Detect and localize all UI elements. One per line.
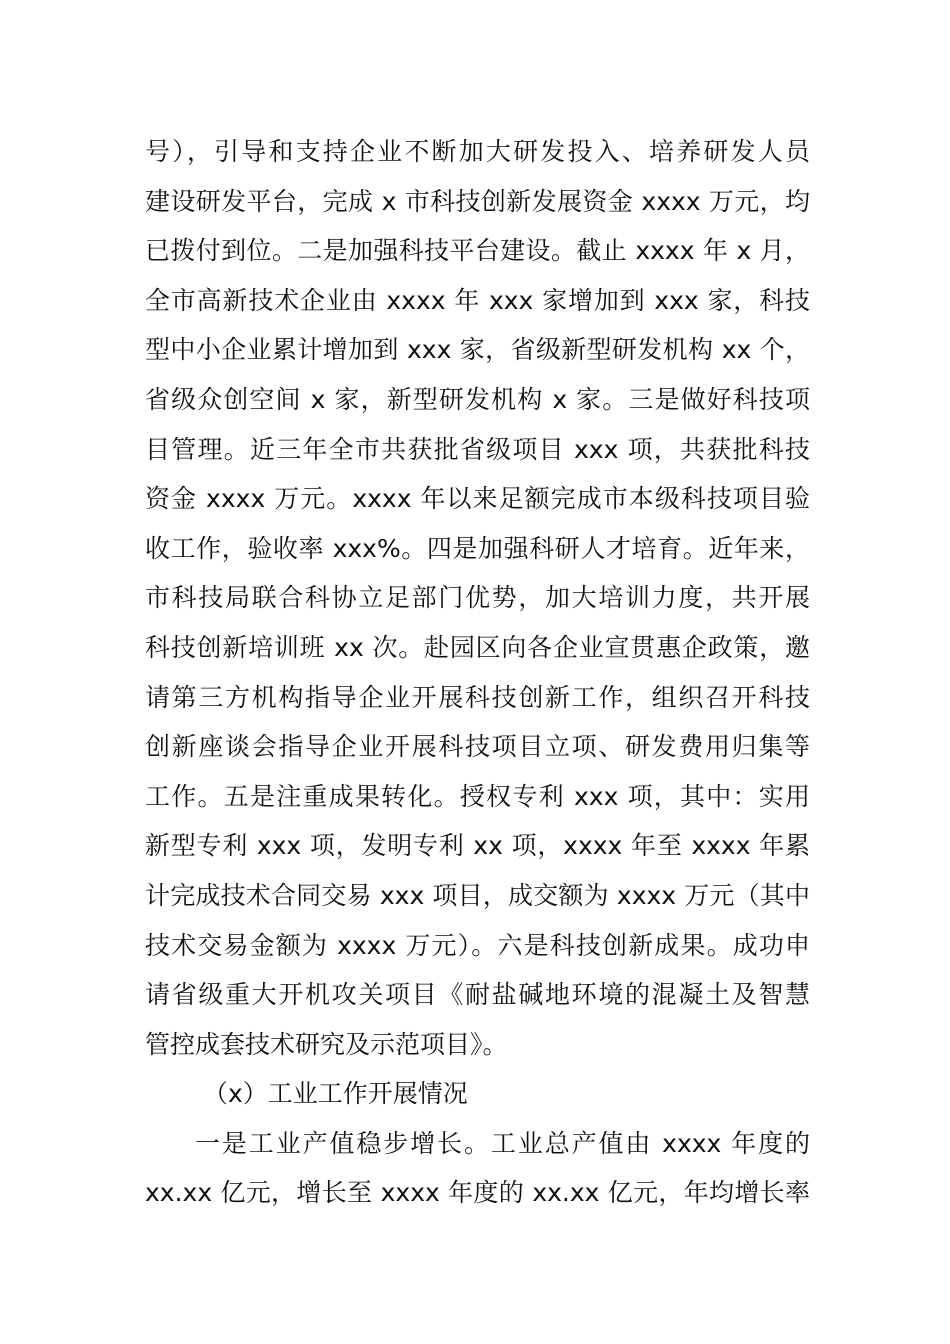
body-line-18: 请省级重大开机攻关项目《耐盐碱地环境的混凝土及智慧: [145, 980, 810, 1010]
body-line-9: 收工作，验收率 xxx%。四是加强科研人才培育。近年来，: [145, 533, 810, 563]
body-line-19: 管控成套技术研究及示范项目》。: [145, 1029, 508, 1059]
document-body: [145, 127, 810, 1218]
body-line-7: 目管理。近三年全市共获批省级项目 xxx 项，共获批科技: [145, 434, 810, 464]
body-line-17: 技术交易金额为 xxxx 万元）。六是科技创新成果。成功申: [145, 930, 810, 960]
body-line-10: 市科技局联合科协立足部门优势，加大培训力度，共开展: [145, 583, 810, 613]
body-line-6: 省级众创空间 x 家，新型研发机构 x 家。三是做好科技项: [145, 384, 810, 414]
section-heading: （x）工业工作开展情况: [203, 1079, 468, 1109]
body-line-8: 资金 xxxx 万元。xxxx 年以来足额完成市本级科技项目验: [145, 484, 810, 514]
body-line-1: 号），引导和支持企业不断加大研发投入、培养研发人员: [145, 137, 810, 166]
body-line-16: 计完成技术合同交易 xxx 项目，成交额为 xxxx 万元（其中: [145, 880, 810, 910]
body-line-4: 全市高新技术企业由 xxxx 年 xxx 家增加到 xxx 家，科技: [145, 285, 810, 315]
body-line-3: 已拨付到位。二是加强科技平台建设。截止 xxxx 年 x 月，: [145, 236, 810, 266]
body-line-14: 工作。五是注重成果转化。授权专利 xxx 项，其中：实用: [145, 781, 810, 811]
para2-line-1: 一是工业产值稳步增长。工业总产值由 xxxx 年度的: [195, 1128, 810, 1158]
body-line-11: 科技创新培训班 xx 次。赴园区向各企业宣贯惠企政策，邀: [145, 632, 810, 662]
body-line-2: 建设研发平台，完成 x 市科技创新发展资金 xxxx 万元，均: [145, 186, 810, 216]
body-line-13: 创新座谈会指导企业开展科技项目立项、研发费用归集等: [145, 732, 810, 762]
body-line-5: 型中小企业累计增加到 xxx 家，省级新型研发机构 xx 个，: [145, 335, 810, 365]
para2-line-2: xx.xx 亿元，增长至 xxxx 年度的 xx.xx 亿元，年均增长率: [145, 1178, 810, 1208]
body-line-15: 新型专利 xxx 项，发明专利 xx 项，xxxx 年至 xxxx 年累: [145, 831, 810, 861]
body-line-12: 请第三方机构指导企业开展科技创新工作，组织召开科技: [145, 682, 810, 712]
